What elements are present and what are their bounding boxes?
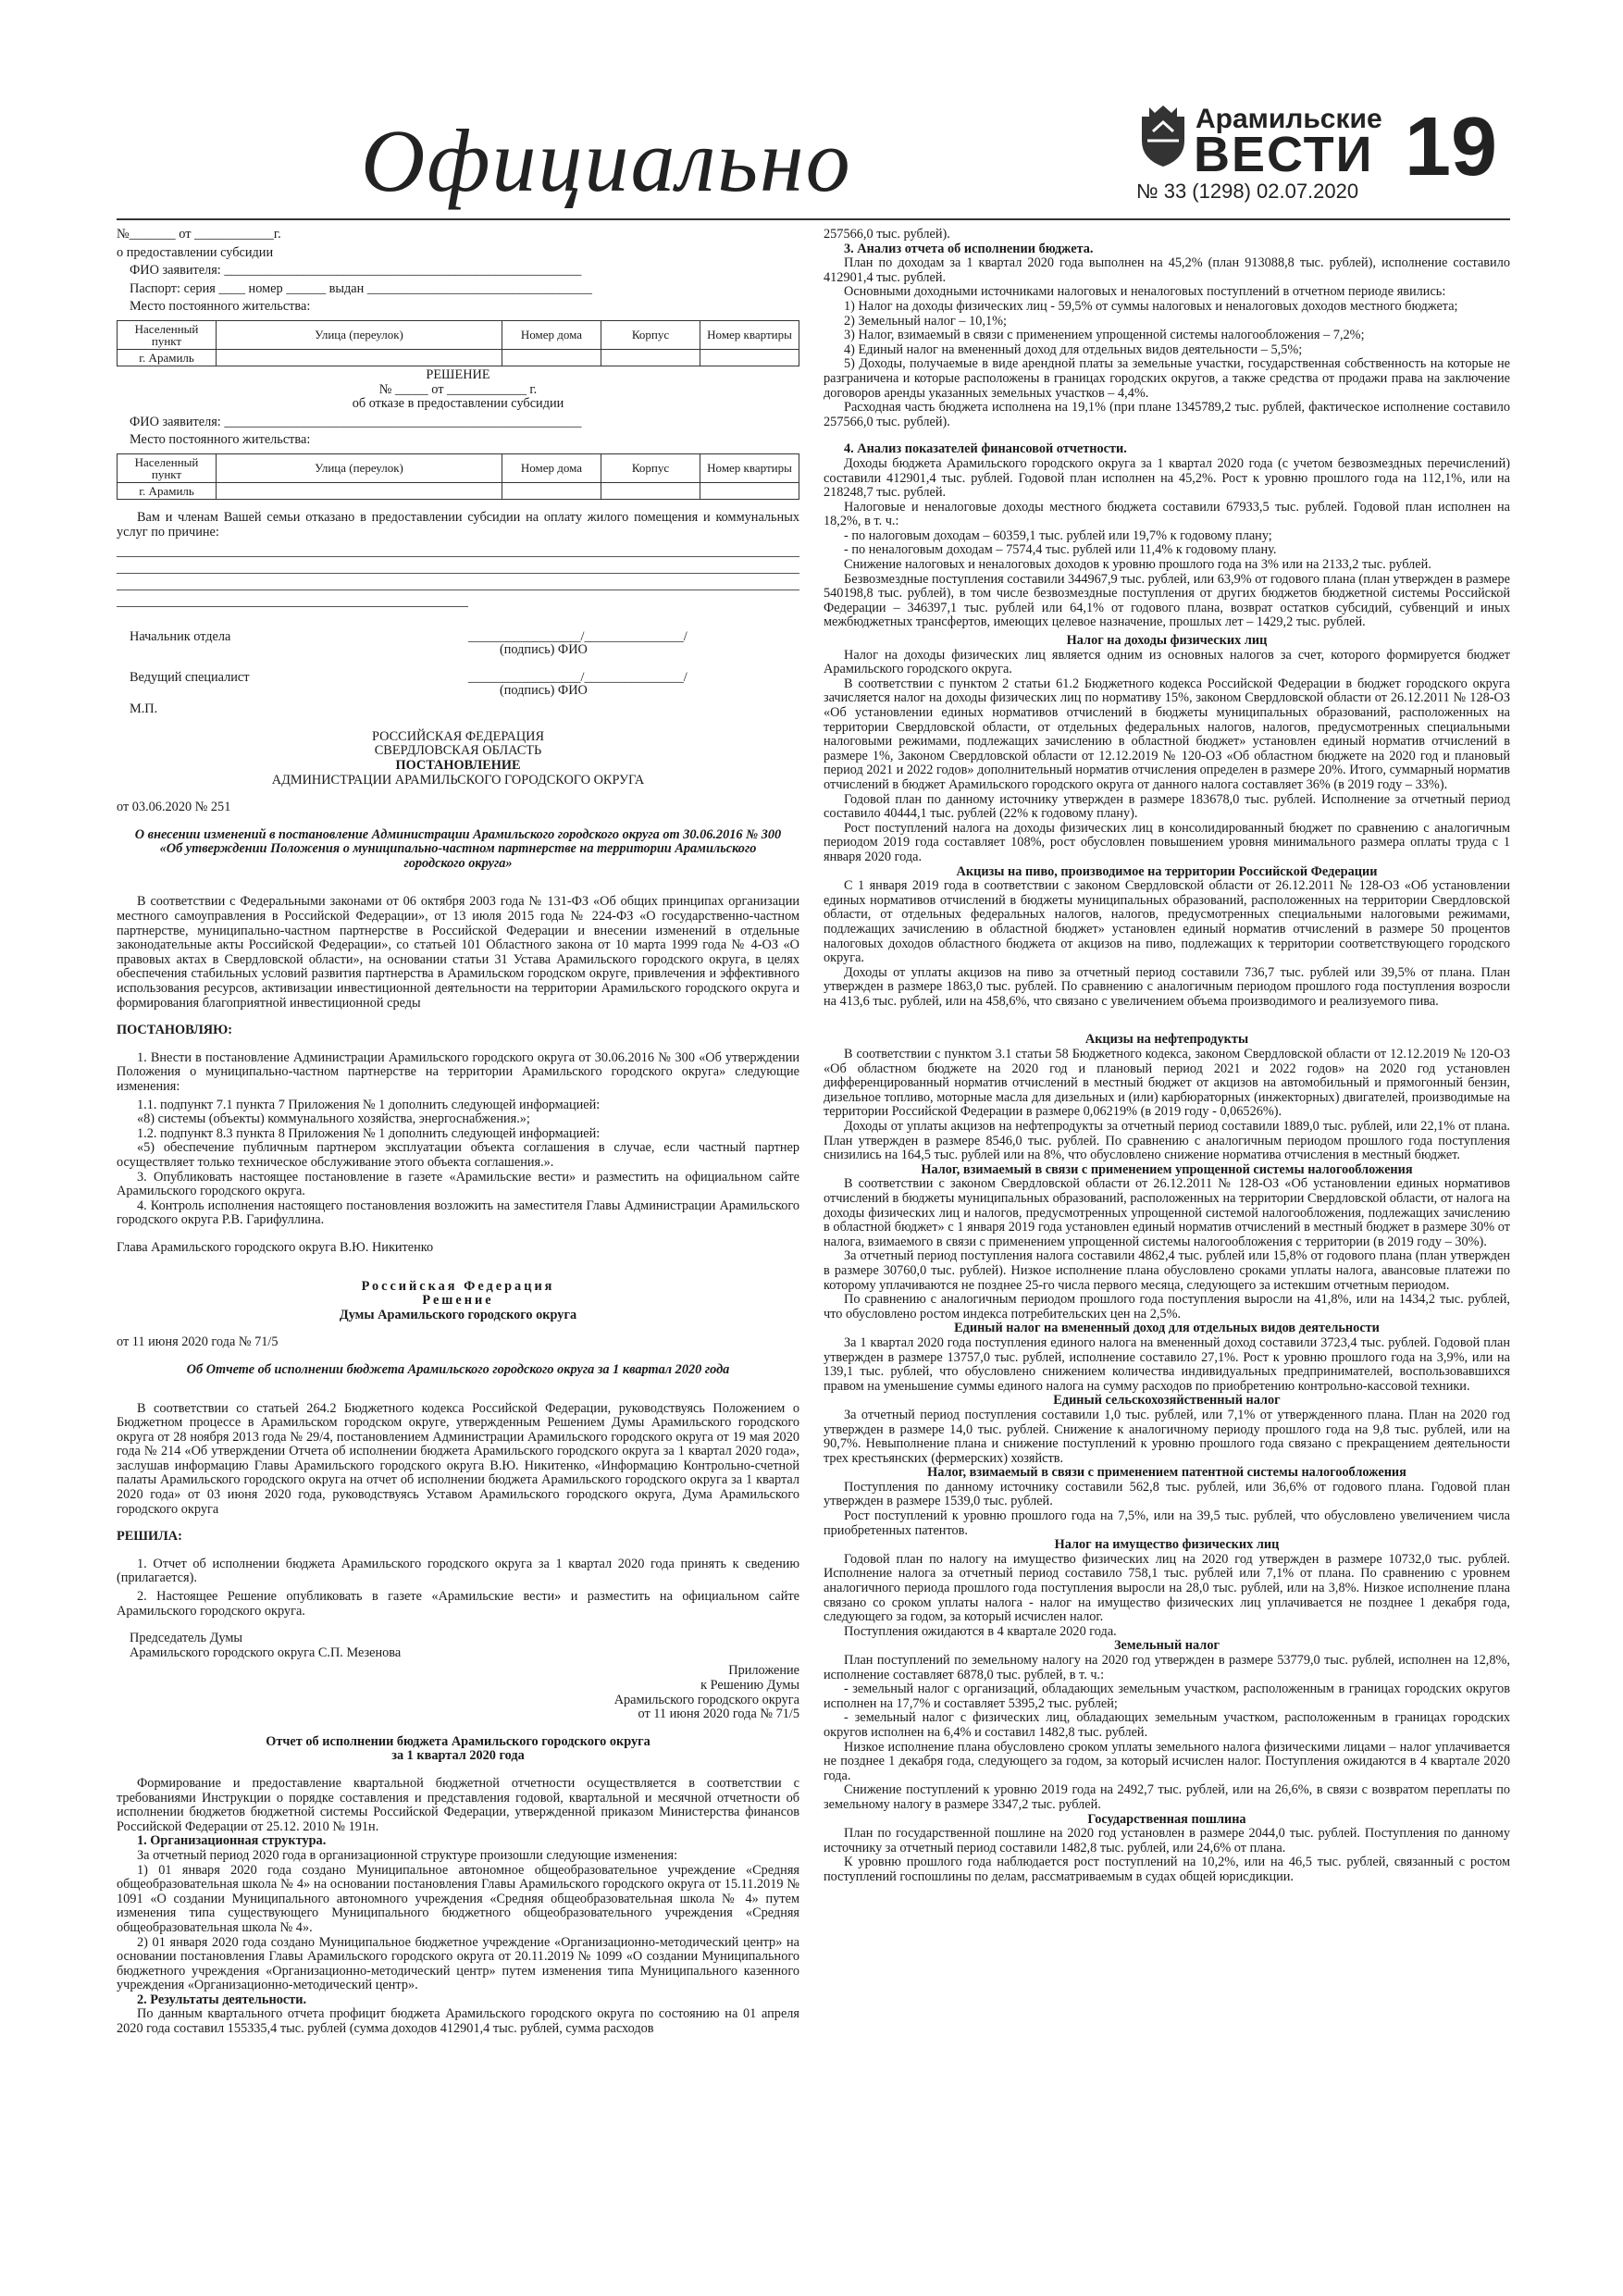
- table-cell: [601, 482, 700, 499]
- report-section-heading: 4. Анализ показателей финансовой отчетности.: [844, 441, 1127, 457]
- table-header: Населенный пункт: [118, 320, 217, 349]
- table-cell: [601, 349, 700, 366]
- duma-header: Думы Арамильского городского округа: [339, 1307, 577, 1322]
- form-line: №_______ от ____________г.: [117, 227, 281, 242]
- table-header: Номер квартиры: [700, 320, 799, 349]
- signature-block: [117, 630, 799, 662]
- tax-heading: Акцизы на нефтепродукты: [1084, 1032, 1249, 1048]
- report-list-item: - земельный налог с физических лиц, обладающих земельным участком, расположенным в границах городских округов исполнен на 6,4% и составил 1482,8 тыс. рублей.: [824, 1710, 1510, 1740]
- report-paragraph: Снижение налоговых и неналоговых доходов к уровню прошлого года на 3% или на 2133,2 тыс. рублей.: [844, 557, 1431, 573]
- report-section-heading: 3. Анализ отчета об исполнении бюджета.: [844, 241, 1094, 256]
- table-header: Корпус: [601, 453, 700, 482]
- logo-top-text: Арамильские: [1196, 104, 1382, 134]
- decree-header: АДМИНИСТРАЦИИ АРАМИЛЬСКОГО ГОРОДСКОГО ОКРУГА: [271, 772, 645, 788]
- tax-heading: Налог на имущество физических лиц: [1054, 1537, 1280, 1553]
- decree-paragraph: «8) системы (объекты) коммунального хозяйства, энергоснабжения.»;: [137, 1111, 530, 1127]
- report-paragraph: Основными доходными источниками налоговых и неналоговых поступлений в отчетном периоде явились:: [844, 284, 1446, 300]
- report-paragraph: Рост поступлений к уровню прошлого года на 7,5%, или на 39,5 тыс. рублей, что обусловлено увеличением числа приобретенных патентов.: [824, 1508, 1510, 1538]
- decree-header: СВЕРДЛОВСКАЯ ОБЛАСТЬ: [374, 743, 542, 759]
- report-paragraph: Снижение поступлений к уровню 2019 года на 2492,7 тыс. рублей, или на 26,6%, в связи с возвратом переплаты по земельному налогу в размере 3347,2 тыс. рублей.: [824, 1782, 1510, 1812]
- report-paragraph: По данным квартального отчета профицит бюджета Арамильского городского округа по состоянию на 01 апреля 2020 года составил 155335,4 тыс. рублей (сумма доходов 412901,4 тыс. рублей, сумма расходов: [117, 2006, 799, 2037]
- duma-header: Решение: [422, 1293, 494, 1309]
- duma-header: Российская Федерация: [361, 1278, 555, 1294]
- report-paragraph: В соответствии с пунктом 2 статьи 61.2 Бюджетного кодекса Российской Федерации в бюджет городского округа зачисляется налог на доходы физических лиц по нормативу 15%, законом Свердловской области от 26.12.2011 № 128-ОЗ «Об установлении единых нормативов отчислений в бюджеты муниципальных образований, расположенных на территории Свердловской области, от отдельных федеральных налогов, налогов, предусмотренных специальными налоговыми режимами, подлежащих зачислению в областной бюджет» установлен единый норматив отчислений в размере 1%, Законом Свердловской области от 12.12.2019 № 120-ОЗ «Об областном бюджете на 2020 год и плановый период 2021 и 2022 годов» дополнительный норматив отчисления определен в размере 20%. Итого, суммарный норматив отчислений в бюджет Арамильского городского округа от данного налога составляет 36% (в 2019 году – 33%).: [824, 676, 1510, 792]
- table-header: Населенный пункт: [118, 453, 217, 482]
- report-paragraph: Доходы от уплаты акцизов на нефтепродукты за отчетный период составили 1889,0 тыс. рублей, или 22,1% от плана. План утвержден в размере 8546,0 тыс. рублей. По сравнению с аналогичным периодом прошлого года поступления снизились на 164,5 тыс. рублей или на 8%, что обусловлено снижение норматива отчисления в местный бюджет.: [824, 1119, 1510, 1163]
- report-paragraph: Формирование и предоставление квартальной бюджетной отчетности осуществляется в соответствии с требованиями Инструкции о порядке составления и представления годовой, квартальной и месячной отчетности об исполнении бюджетов бюджетной системы Российской Федерации, утвержденной приказом Министерства финансов Российской Федерации от 25.12. 2010 № 191н.: [117, 1775, 799, 1834]
- duma-paragraph: 2. Настоящее Решение опубликовать в газете «Арамильские вести» и разместить на официальном сайте Арамильского городского округа.: [117, 1589, 799, 1619]
- duma-resolve: РЕШИЛА:: [117, 1529, 182, 1545]
- report-list-item: 2) Земельный налог – 10,1%;: [844, 313, 1007, 329]
- decree-paragraph: «5) обеспечение публичным партнером эксплуатации объекта соглашения в случае, если частный партнер осуществляет только техническое обслуживание этого объекта соглашения.».: [117, 1140, 799, 1170]
- decree-paragraph: 3. Опубликовать настоящее постановление в газете «Арамильские вести» и разместить на официальном сайте Арамильского городского округа.: [117, 1169, 799, 1199]
- report-title: Отчет об исполнении бюджета Арамильского городского округа: [266, 1733, 650, 1749]
- report-section-heading: 2. Результаты деятельности.: [137, 1992, 307, 2007]
- table-header: Номер дома: [502, 320, 601, 349]
- decree-paragraph: 1.2. подпункт 8.3 пункта 8 Приложения № 1 дополнить следующей информацией:: [137, 1125, 601, 1141]
- tax-heading: Налог, взимаемый в связи с применением патентной системы налогообложения: [927, 1465, 1406, 1481]
- blank-line: [117, 577, 799, 590]
- report-list-item: - по налоговым доходам – 60359,1 тыс. рублей или 19,7% к годовому плану;: [844, 527, 1272, 543]
- report-paragraph: Доходы бюджета Арамильского городского округа за 1 квартал 2020 года (с учетом безвозмездных перечислений) составили 412901,4 тыс. рублей. Годовой план исполнен на 45,2%. Рост к уровню прошлого года на 112,1%, или на 218248,7 тыс. рублей.: [824, 455, 1510, 501]
- table-cell: г. Арамиль: [118, 482, 217, 499]
- refusal-text: Вам и членам Вашей семьи отказано в предоставлении субсидии на оплату жилого помещения и коммунальных услуг по причине:: [117, 509, 799, 540]
- table-header: Номер квартиры: [700, 453, 799, 482]
- decision-title: РЕШЕНИЕ: [426, 366, 490, 382]
- form-line: о предоставлении субсидии: [117, 244, 274, 260]
- section-title: Официально: [361, 111, 852, 210]
- report-paragraph: За отчетный период 2020 года в организационной структуре произошли следующие изменения:: [137, 1847, 678, 1863]
- form-line: ФИО заявителя: ______________________________________________________: [130, 263, 582, 279]
- report-title: за 1 квартал 2020 года: [391, 1748, 525, 1764]
- table-cell: г. Арамиль: [118, 349, 217, 366]
- decree-header: ПОСТАНОВЛЕНИЕ: [395, 757, 521, 773]
- report-section-heading: 1. Организационная структура.: [137, 1833, 327, 1849]
- decree-title: О внесении изменений в постановление Администрации Арамильского городского округа от 30.06.2016 № 300 «Об утверждении Положения о муниципально-частном партнерстве на территории Арамильского городского округа»: [134, 826, 782, 871]
- report-paragraph: Рост поступлений налога на доходы физических лиц в консолидированный бюджет по сравнению с аналогичным периодом 2019 года составляет 108%, рост обусловлен повышением уровня минимального размера оплаты труда с 1 января 2020 года.: [824, 820, 1510, 864]
- report-paragraph: За отчетный период поступления налога составили 4862,4 тыс. рублей или 15,8% от годового плана (план утвержден в размере 30760,0 тыс. рублей). Низкое исполнение плана обусловлено сроками уплаты налога, авансовые платежи по которому уплачиваются не позднее 25-го числа первого месяца, следующего за истекшим отчетным периодом.: [824, 1248, 1510, 1293]
- decree-header: РОССИЙСКАЯ ФЕДЕРАЦИЯ: [372, 728, 544, 744]
- report-paragraph: По сравнению с аналогичным периодом прошлого года поступления выросли на 41,8%, или на 1434,2 тыс. рублей, что обусловлено ростом индекса потребительских цен на 2,5%.: [824, 1292, 1510, 1322]
- appendix-line: Приложение: [728, 1663, 799, 1679]
- decree-paragraph: 1. Внести в постановление Администрации Арамильского городского округа от 30.06.2016 № 300 «Об утверждении Положения о муниципально-частном партнерстве на территории Арамильского городского округа» следующие изменения:: [117, 1049, 799, 1094]
- report-paragraph: С 1 января 2019 года в соответствии с законом Свердловской области от 26.12.2011 № 128-ОЗ «Об установлении единых нормативов отчислений в бюджеты муниципальных образований, расположенных на территории Свердловской области, от отдельных федеральных налогов, налогов, предусмотренных специальными налоговыми режимами, подлежащих зачислению в областной бюджет» установлен единый норматив отчислений в размере 50 процентов налоговых доходов областного бюджета от акцизов на пиво, подлежащих к территории соответствующего городского округа.: [824, 878, 1510, 966]
- report-paragraph: За отчетный период поступления составили 1,0 тыс. рублей, или 7,1% от утвержденного плана. План на 2020 год утвержден в размере 14,0 тыс. рублей. Снижение к аналогичному периоду прошлого года на 9,8 тыс. рублей, или на 90,7%. Невыполнение плана и снижение поступлений к уровню прошлого года связано с прекращением деятельности трех крестьянских (фермерских) хозяйств.: [824, 1407, 1510, 1466]
- report-paragraph: Налог на доходы физических лиц является одним из основных налогов за счет, которого формируется бюджет Арамильского городского округа.: [824, 647, 1510, 677]
- signature-label: Начальник отдела: [130, 629, 231, 645]
- tax-heading: Налог, взимаемый в связи с применением упрощенной системы налогообложения: [921, 1161, 1413, 1177]
- report-paragraph: План по государственной пошлине на 2020 год установлен в размере 2044,0 тыс. рублей. Поступления по данному источнику за отчетный период составили 1482,8 тыс. рублей, или 24,6% от плана.: [824, 1826, 1510, 1855]
- header-rule: [117, 218, 1510, 220]
- stamp-place: М.П.: [130, 701, 158, 717]
- report-paragraph: Безвозмездные поступления составили 344967,9 тыс. рублей, или 63,9% от годового плана (план утвержден в размере 540198,8 тыс. рублей), в том числе безвозмездные поступления от других бюджетов бюджетной системы Российской Федерации – 346397,1 тыс. рублей или 64,1% от годового плана, возврат остатков субсидий, субвенций и иных межбюджетных трансфертов, имеющих целевое назначение, прошлых лет – 1429,2 тыс. рублей.: [824, 571, 1510, 630]
- signature-caption: (подпись) ФИО: [500, 683, 588, 699]
- table-cell: [502, 482, 601, 499]
- report-paragraph: План поступлений по земельному налогу на 2020 год утвержден в размере 53779,0 тыс. рублей, исполнен на 12,8%, исполнение составляет 6878,0 тыс. рублей, в т. ч.:: [824, 1653, 1510, 1682]
- signature-line: _________________/_______________/: [468, 629, 688, 645]
- decree-paragraph: 1.1. подпункт 7.1 пункта 7 Приложения № 1 дополнить следующей информацией:: [137, 1097, 601, 1112]
- table-header: Номер дома: [502, 453, 601, 482]
- tax-heading: Акцизы на пиво, производимое на территории Российской Федерации: [956, 863, 1378, 879]
- decree-resolve: ПОСТАНОВЛЯЮ:: [117, 1023, 232, 1038]
- address-table: [117, 320, 799, 366]
- blank-line: [117, 543, 799, 557]
- report-list-item: 4) Единый налог на вмененный доход для отдельных видов деятельности – 5,5%;: [844, 341, 1303, 357]
- report-paragraph: Расходная часть бюджета исполнена на 19,1% (при плане 1345789,2 тыс. рублей, фактическое исполнение составило 257566,0 тыс. рублей).: [824, 400, 1510, 429]
- report-paragraph: Налоговые и неналоговые доходы местного бюджета составили 67933,5 тыс. рублей. Годовой план исполнен на 18,2%, в т. ч.:: [824, 499, 1510, 529]
- appendix-line: Арамильского городского округа: [613, 1692, 799, 1707]
- form-line: Место постоянного жительства:: [130, 299, 311, 315]
- report-paragraph: 2) 01 января 2020 года создано Муниципальное бюджетное учреждение «Организационно-методический центр» на основании постановления Главы Арамильского городского округа от 20.11.2019 № 1099 «О создании Муниципального бюджетного учреждения «Организационно-методический центр» путем изменения типа Муниципального казенного учреждения «Организационно-методический центр».: [117, 1934, 799, 1993]
- report-list-item: - земельный налог с организаций, обладающих земельным участком, расположенным в границах городских округов исполнен на 17,7% и составляет 5395,2 тыс. рублей;: [824, 1682, 1510, 1711]
- table-header: Улица (переулок): [217, 453, 502, 482]
- coat-of-arms-icon: [1136, 104, 1190, 168]
- decision-line: об отказе в предоставлении субсидии: [352, 396, 564, 412]
- report-paragraph: За 1 квартал 2020 года поступления единого налога на вмененный доход составили 3723,4 тыс. рублей. Годовой план утвержден в размере 13757,0 тыс. рублей, исполнение составило 27,1%. Рост к уровню прошлого года на 3,9%, или на 139,1 тыс. рублей, что обусловлено снижением количества индивидуальных предпринимателей, воспользовавшихся правом на уменьшение суммы единого налога на сумму расходов по приобретению контрольно-кассовой техники.: [824, 1334, 1510, 1394]
- form-line: Паспорт: серия ____ номер ______ выдан __________________________________: [130, 280, 592, 296]
- signature-caption: (подпись) ФИО: [500, 642, 588, 658]
- address-table: [117, 453, 799, 500]
- decree-signer: Глава Арамильского городского округа В.Ю. Никитенко: [117, 1239, 434, 1255]
- duma-paragraph: 1. Отчет об исполнении бюджета Арамильского городского округа за 1 квартал 2020 года принять к сведению (прилагается).: [117, 1556, 799, 1586]
- report-paragraph: Доходы от уплаты акцизов на пиво за отчетный период составили 736,7 тыс. рублей или 39,5% от плана. План утвержден в размере 1863,0 тыс. рублей. По сравнению с аналогичным периодом прошлого года поступления возросли на 413,6 тыс. рублей, или на 458,6%, что связано с увеличением объема производимого и реализуемого пива.: [824, 964, 1510, 1009]
- report-paragraph: Низкое исполнение плана обусловлено сроком уплаты земельного налога физическими лицами – налог уплачивается не позднее 1 декабря года, следующего за годом, за который исчислен налог. Поступления ожидаются в 4 квартале 2020 года.: [824, 1739, 1510, 1783]
- table-cell: [217, 482, 502, 499]
- newspaper-logo: [1136, 104, 1382, 203]
- table-cell: [700, 482, 799, 499]
- table-header: Корпус: [601, 320, 700, 349]
- duma-date: от 11 июня 2020 года № 71/5: [117, 1334, 279, 1350]
- blank-line: [117, 560, 799, 574]
- page-number: 19: [1405, 101, 1498, 193]
- duma-title: Об Отчете об исполнении бюджета Арамильского городского округа за 1 квартал 2020 года: [186, 1361, 730, 1377]
- decision-line: № _____ от ____________ г.: [378, 381, 538, 397]
- report-paragraph: К уровню прошлого года наблюдается рост поступлений на 10,2%, или на 46,5 тыс. рублей, связанный с ростом поступлений госпошлины по делам, рассматриваемым в судах общей юрисдикции.: [824, 1855, 1510, 1884]
- report-paragraph: Поступления ожидаются в 4 квартале 2020 года.: [844, 1623, 1117, 1639]
- tax-heading: Единый сельскохозяйственный налог: [1053, 1393, 1281, 1409]
- tax-heading: Налог на доходы физических лиц: [1066, 633, 1268, 649]
- report-paragraph: Годовой план по данному источнику утвержден в размере 183678,0 тыс. рублей. Исполнение за отчетный период составило 40444,1 тыс. рублей (22% к годовому плану).: [824, 791, 1510, 822]
- signature-block: [117, 671, 799, 702]
- form-line: Место постоянного жительства:: [130, 432, 311, 448]
- table-cell: [502, 349, 601, 366]
- decree-preamble: В соответствии с Федеральными законами от 06 октября 2003 года № 131-ФЗ «Об общих принципах организации местного самоуправления в Российской Федерации», от 13 июля 2015 года № 224-ФЗ «О государственно-частном партнерстве, муниципально-частном партнерстве в Российской Федерации и внесении изменений в отдельные законодательные акты Российской Федерации», со статьей 101 Областного закона от 10 марта 1999 года № 4-ОЗ «О правовых актах в Свердловской области», на основании статьи 31 Устава Арамильского городского округа, в целях обеспечения стабильных условий развития партнерства в Арамильском городском округе, привлечения и эффективного использования ресурсов, активизации инвестиционной деятельности на территории Арамильского городского округа и формирования благоприятной инвестиционной среды: [117, 894, 799, 1011]
- appendix-line: к Решению Думы: [700, 1678, 799, 1693]
- form-line: ФИО заявителя: ______________________________________________________: [130, 414, 582, 429]
- report-paragraph: В соответствии с пунктом 3.1 статьи 58 Бюджетного кодекса, законом Свердловской области от 12.12.2019 № 120-ОЗ «Об областном бюджете на 2020 год и плановый период 2021 и 2022 годов» на 2020 год установлен дифференцированный норматив отчислений в местный бюджет от акцизов на автомобильный и прямогонный бензин, дизельное топливо, моторные масла для дизельных и (или) карбюраторных (инжекторных) двигателей, производимые на территории Российской Федерации в размере 0,06219% (в 2019 году - 0,06526%).: [824, 1047, 1510, 1120]
- report-list-item: 3) Налог, взимаемый в связи с применением упрощенной системы налогообложения – 7,2%;: [844, 328, 1365, 343]
- table-header: Улица (переулок): [217, 320, 502, 349]
- report-list-item: 1) Налог на доходы физических лиц - 59,5% от суммы налоговых и неналоговых доходов местного бюджета;: [844, 298, 1458, 314]
- decree-date: от 03.06.2020 № 251: [117, 800, 231, 815]
- tax-heading: Единый налог на вмененный доход для отдельных видов деятельности: [954, 1321, 1380, 1336]
- signature-label: Ведущий специалист: [130, 670, 250, 686]
- table-cell: [217, 349, 502, 366]
- report-paragraph: Годовой план по налогу на имущество физических лиц на 2020 год утвержден в размере 10732,0 тыс. рублей. Исполнение налога за отчетный период составило 758,1 тыс. рублей или 7,1% от плана. По сравнению с уровнем аналогичного периода прошлого года поступления выросли на 28,0 тыс. рублей, или на 3,8%. Низкое исполнение плана связано со сроком уплаты налога - налог на имущество физических лиц уплачивается не позднее 1 декабря года, следующего за годом, за который исчислен налог.: [824, 1551, 1510, 1625]
- tax-heading: Государственная пошлина: [1087, 1811, 1246, 1827]
- duma-preamble: В соответствии со статьей 264.2 Бюджетного кодекса Российской Федерации, руководствуясь Положением о Бюджетном процессе в Арамильском городском округе, утвержденным Решением Думы Арамильского городского округа от 28 ноября 2013 года № 29/4, постановлением Администрации Арамильского городского округа от 19 мая 2020 года № 214 «Об утверждении Отчета об исполнении бюджета Арамильского городского округа за 1 квартал 2020 года», заслушав информацию Главы Арамильского городского округа В.Ю. Никитенко, «Информацию Контрольно-счетной палаты Арамильского городского округа на отчет об исполнении бюджета Арамильского городского округа за 1 квартал 2020 года» от 03 июня 2020 года, руководствуясь Уставом Арамильского городского округа, Дума Арамильского городского округа: [117, 1400, 799, 1517]
- right-column: [824, 228, 1510, 1885]
- report-paragraph: Поступления по данному источнику составили 562,8 тыс. рублей, или 36,6% от годового плана. Годовой план утвержден в размере 1539,0 тыс. рублей.: [824, 1479, 1510, 1509]
- appendix-line: от 11 июня 2020 года № 71/5: [638, 1706, 799, 1722]
- duma-chair: Арамильского городского округа С.П. Мезенова: [130, 1644, 402, 1660]
- decree-paragraph: 4. Контроль исполнения настоящего постановления возложить на заместителя Главы Администрации Арамильского городского округа Р.В. Гарифуллина.: [117, 1198, 799, 1228]
- tax-heading: Земельный налог: [1114, 1638, 1220, 1654]
- logo-main-text: ВЕСТИ: [1194, 127, 1374, 182]
- report-paragraph: В соответствии с законом Свердловской области от 26.12.2011 № 128-ОЗ «Об установлении единых нормативов отчислений в бюджеты муниципальных образований, расположенных на территории Свердловской области, от налога на доходы физических лиц и налогов, предусмотренных упрощенной системой налогообложения, подлежащих зачислению в областной бюджет» с 1 января 2019 года установлен единый норматив отчислений в местный бюджет в размере 30% от налога, взимаемого в связи с применением упрощенной системы налогообложения с территории (в 2019 году – 30%).: [824, 1176, 1510, 1249]
- report-list-item: 5) Доходы, получаемые в виде арендной платы за земельные участки, государственная собственность на которые не разграничена и которые расположены в границах городских округов, а также средства от продажи права на заключение договоров аренды указанных земельных участков – 4,4%.: [824, 356, 1510, 401]
- report-paragraph: 257566,0 тыс. рублей).: [824, 227, 950, 242]
- issue-number: № 33 (1298) 02.07.2020: [1136, 180, 1359, 203]
- report-paragraph: План по доходам за 1 квартал 2020 года выполнен на 45,2% (план 913088,8 тыс. рублей), исполнение составило 412901,4 тыс. рублей.: [824, 255, 1510, 285]
- left-column: [117, 228, 799, 2037]
- report-paragraph: 1) 01 января 2020 года создано Муниципальное автономное общеобразовательное учреждение «Средняя общеобразовательная школа № 4» на основании постановления Главы Арамильского городского округа от 15.11.2019 № 1091 «О создании Муниципального автономного учреждения «Средняя общеобразовательная школа № 4» путем изменения типа существующего Муниципального бюджетного общеобразовательного учреждения «Средняя общеобразовательная школа № 4».: [117, 1862, 799, 1935]
- duma-chair: Председатель Думы: [130, 1631, 243, 1646]
- report-list-item: - по неналоговым доходам – 7574,4 тыс. рублей или 11,4% к годовому плану.: [844, 542, 1277, 558]
- table-cell: [700, 349, 799, 366]
- signature-line: _________________/_______________/: [468, 670, 688, 686]
- blank-line: [117, 593, 468, 607]
